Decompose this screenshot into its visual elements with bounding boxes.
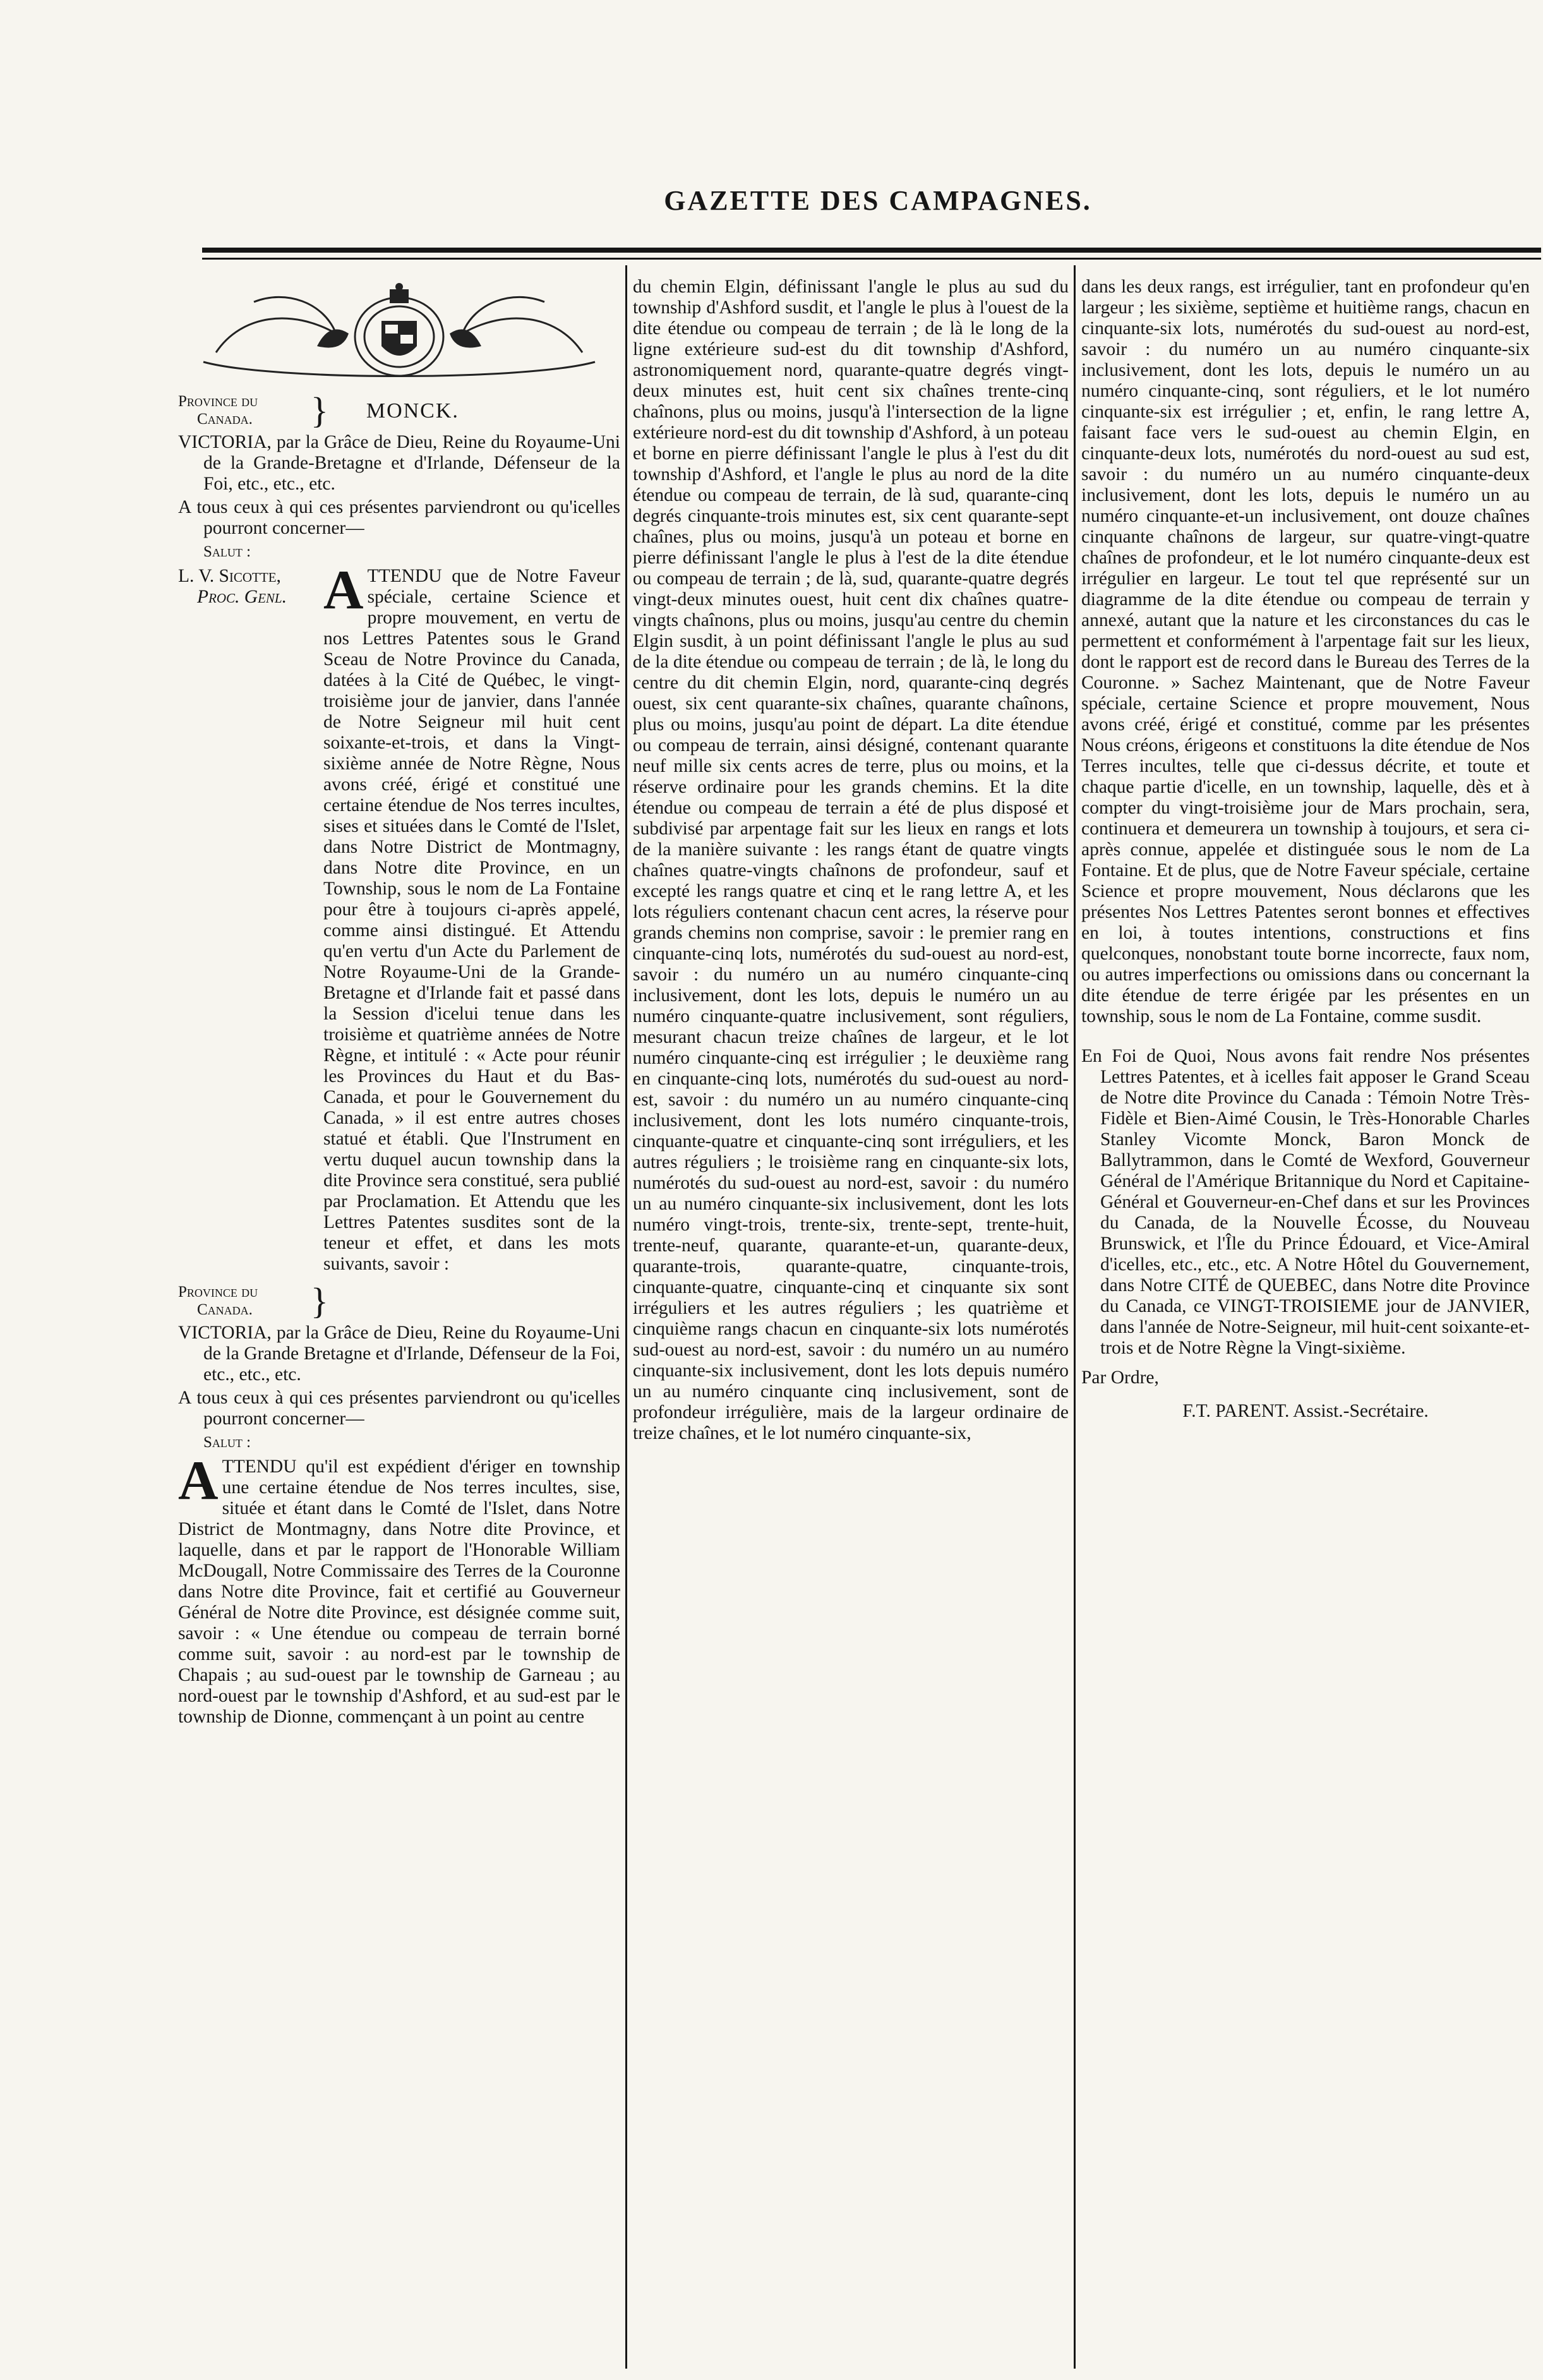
masthead-rule-thin [202, 258, 1541, 260]
drop-cap-2: A [178, 1450, 219, 1512]
column-3 [1081, 277, 1530, 2380]
secretary-signature: F.T. PARENT. Assist.-Secrétaire. [1182, 1401, 1429, 1421]
masthead-rule-thick [202, 248, 1541, 253]
attorney-name: L. V. Sicotte, [178, 566, 281, 586]
province-label-2: Province du [178, 1283, 258, 1301]
par-ordre: Par Ordre, [1081, 1367, 1159, 1388]
preamble-text: TTENDU que de Notre Faveur spéciale, certaine Science et propre mouvement, en vertu de nos Lettres Patentes sous le Grand Sceau de Notre Province du Canada, datées à la Cité de Québec, le vingt-troisième jour de janvier, dans l'année de Notre Seigneur mil huit cent soixante-et-trois, et dans la Vingt-sixième année de Notre Règne, Nous avons créé, érigé et constitué une certaine étendue de Nos terres incultes, sises et situées dans le Comté de l'Islet, dans Notre District de Montmagny, dans Notre dite Province, en un Township, sous le nom de La Fontaine pour être à toujours ci-après appelé, comme ainsi distingué. Et Attendu qu'en vertu d'un Acte du Parlement de Notre Royaume-Uni de la Grande-Bretagne et d'Irlande fait et passé dans la Session d'icelui tenue dans les troisième et quatrième années de Notre Règne, et intitulé : « Acte pour réunir les Provinces du Haut et du Bas-Canada, et pour le Gouvernement du Canada, » il est entre autres choses statué et établi. Que l'Instrument en vertu duquel aucun township dans la dite Province sera constitué, sera publié par Proclamation. Et Attendu que les Lettres Patentes susdites sont de la teneur et effet, et dans les mots suivants, savoir : [323, 566, 620, 1274]
salut-2: Salut : [203, 1434, 251, 1451]
column-2 [633, 277, 1069, 2380]
survey-continuation: dans les deux rangs, est irrégulier, tant en profondeur qu'en largeur ; les sixième, septième et huitième rangs, chacun en cinquante-six lots, numérotés du sud-ouest au nord-est, savoir : du numéro un au numéro cinquante-six inclusivement, dont les lots, depuis le numéro un au numéro cinquante-cinq, sont réguliers, et le lot numéro cinquante-six est irrégulier ; et, enfin, le rang lettre A, faisant face vers le sud-ouest au chemin Elgin, en cinquante-deux lots, numérotés du nord-ouest au sud est, savoir : du numéro un au numéro cinquante-deux inclusivement, dont les lots, depuis le numéro un au numéro cinquante-et-un inclusivement, ont douze chaînes cinquante chaînons de largeur, sur quatre-vingt-quatre chaînes de profondeur, et le lot numéro cinquante-deux est irrégulier en largeur. Le tout tel que représenté sur un diagramme de la dite étendue ou compeau de terrain y annexé, autant que la nature et les circonstances du cas le permettent et conformément à l'arpentage fait sur les lieux, dont le rapport est de record dans le Bureau des Terres de la Couronne. » Sachez Maintenant, que de Notre Faveur spéciale, certaine Science et propre mouvement, Nous avons créé, érigé et constitué, comme par les présentes Nous créons, érigeons et constituons la dite étendue de Nos Terres incultes, telle que ci-dessus décrite, et toute et chaque partie d'icelle, en un township, laquelle, dès et à compter du vingt-troisième jour de Mars prochain, sera, continuera et demeurera un township à toujours, et sera ci-après connue, appelée et distinguée sous le nom de La Fontaine. Et de plus, que de Notre Faveur spéciale, certaine Science et propre mouvement, Nous déclarons que les présentes Nos Lettres Patentes seront bonnes et effectives en loi, à toutes intentions, constructions et fins quelconques, nonobstant toute borne incorrecte, faux nom, ou autres imperfections ou omissions dans ou concernant la dite étendue de terre érigée par les présentes en un township, sous le nom de La Fontaine, comme susdit. [1081, 277, 1530, 1026]
salut: Salut : [203, 543, 251, 560]
address-line-2: A tous ceux à qui ces présentes parviendront ou qu'icelles pourront concerner— [178, 1388, 620, 1429]
canada-label-2: Canada. [197, 1301, 253, 1318]
drop-cap: A [323, 560, 364, 621]
victoria-title-2: VICTORIA, par la Grâce de Dieu, Reine du Royaume-Uni de la Grande Bretagne et d'Irlande, Défenseur de la Foi, etc., etc., etc. [178, 1323, 620, 1385]
letters-patent-text: ATTENDU qu'il est expédient d'ériger en township une certaine étendue de Nos terres incultes, sise, située et étant dans le Comté de l'Islet, dans Notre District de Montmagny, dans Notre dite Province, et laquelle, dans et par le rapport de l'Honorable William McDougall, Notre Commissaire des Terres de la Couronne dans Notre dite Province, fait et certifié au Gouverneur Général de Notre dite Province, est désignée comme suit, savoir : « Une étendue ou compeau de terrain borné comme suit, savoir : au nord-est par le township de Chapais ; au sud-ouest par le township de Garneau ; au nord-ouest par le township d'Ashford, et au sud-est par le township de Dionne, commençant à un point au centre [178, 1450, 620, 1727]
monck-signature: MONCK. [366, 399, 459, 423]
column-divider-1 [625, 265, 627, 2369]
royal-arms-icon [178, 277, 620, 384]
attorney-title: Proc. Genl. [197, 587, 287, 607]
province-header-2: Province du Canada. } [178, 1280, 328, 1321]
attorney-general-block [178, 560, 620, 1275]
closing-testimony: En Foi de Quoi, Nous avons fait rendre Nos présentes Lettres Patentes, et à icelles fait apposer le Grand Sceau de Notre dite Province du Canada : Témoin Notre Très-Fidèle et Bien-Aimé Cousin, le Très-Honorable Charles Stanley Vicomte Monck, Baron Monck de Ballytrammon, dans le Comté de Wexford, Gouverneur Général de l'Amérique Britannique du Nord et Capitaine-Général et Gouverneur-en-Chef dans et sur les Provinces du Canada, de la Nouvelle Écosse, du Nouveau Brunswick, et l'Île du Prince Édouard, et Vice-Amiral d'icelles, etc., etc., etc. A Notre Hôtel du Gouvernement, dans Notre CITÉ de QUEBEC, dans Notre dite Province du Canada, ce VINGT-TROISIEME jour de JANVIER, dans l'année de Notre-Seigneur, mil huit-cent soixante-et-trois et de Notre Règne la Vingt-sixième. [1081, 1046, 1530, 1358]
province-header: Province du Canada. } MONCK. [178, 390, 459, 431]
province-label: Province du [178, 393, 258, 410]
address-line: A tous ceux à qui ces présentes parviendront ou qu'icelles pourront concerner— [178, 497, 620, 538]
canada-label: Canada. [197, 411, 253, 428]
victoria-title: VICTORIA, par la Grâce de Dieu, Reine du Royaume-Uni de la Grande-Bretagne et d'Irlande, Défenseur de la Foi, etc., etc., etc. [178, 432, 620, 494]
column-divider-2 [1074, 265, 1076, 2369]
boundary-description: du chemin Elgin, définissant l'angle le plus au sud du township d'Ashford susdit, et l'angle le plus à l'ouest de la dite étendue ou compeau de terrain ; de là le long de la ligne extérieure sud-est du dit township d'Ashford, astronomiquement nord, quarante-quatre degrés vingt-deux minutes est, huit cent six chaînes trente-cinq chaînons, plus ou moins, jusqu'à l'intersection de la ligne extérieure nord-est du dit township d'Ashford, à un poteau et borne en pierre définissant l'angle le plus à l'est du dit township d'Ashford, et l'angle le plus au nord de la dite étendue ou compeau de terrain, de là sud, quarante-cinq degrés cinquante-trois minutes est, six cent quarante-sept chaînes, plus ou moins, jusqu'à un poteau et borne en pierre définissant l'angle le plus à l'est de la dite étendue ou compeau de terrain ; de là, sud, quarante-quatre degrés vingt-deux minutes ouest, huit cent dix chaînes quatre-vingts chaînons, plus ou moins, jusqu'au centre du chemin Elgin susdit, à un point définissant l'angle le plus au sud de la dite étendue ou compeau de terrain ; de là, le long du centre du dit chemin Elgin, nord, quarante-cinq degrés ouest, six cent quarante-six chaînes, quarante chaînons, plus ou moins, jusqu'au point de départ. La dite étendue ou compeau de terrain, ainsi désigné, contenant quarante neuf mille six cents acres de terre, plus ou moins, et la réserve ordinaire pour les grands chemins. Et la dite étendue ou compeau de terrain a été de plus disposé et subdivisé par arpentage fait sur les lieux en rangs et lots de la manière suivante : les rangs étant de quatre vingts chaînes quatre-vingts chaînons de profondeur, sauf et excepté les rangs quatre et cinq et le rang lettre A, et les lots réguliers contenant chacun cent acres, la réserve pour grands chemins non comprise, savoir : le premier rang en cinquante-cinq lots, numérotés du sud-ouest au nord-est, savoir : du numéro un au numéro cinquante-cinq inclusivement, dont les lots, depuis le numéro un au numéro cinquante-quatre inclusivement, sont réguliers, mesurant chacun treize chaînes de largeur, et le lot numéro cinquante-cinq est irrégulier ; le deuxième rang en cinquante-cinq lots, numérotés du sud-ouest au nord-est, savoir : du numéro un au numéro cinquante-cinq inclusivement, dont les lots numéro cinquante-trois, cinquante-quatre et cinquante-cinq sont irréguliers, et les autres réguliers ; le troisième rang en cinquante-six lots, numérotés du sud-ouest au nord-est, savoir : du numéro un au numéro cinquante-six inclusivement, dont les lots numéro vingt-trois, trente-six, trente-sept, trente-huit, trente-neuf, quarante, quarante-et-un, quarante-deux, quarante-trois, quarante-quatre, cinquante-trois, cinquante-quatre, cinquante-cinq et cinquante six sont irréguliers et les autres réguliers ; les quatrième et cinquième rangs chacun en cinquante-six lots numérotés sud-ouest au nord-est, savoir : du numéro un au numéro cinquante-six inclusivement, dont les lots depuis numéro un au numéro cinquante cinq inclusivement, sont de profondeur irrégulière, mais de la largeur ordinaire de treize chaînes, et le lot numéro cinquante-six, [633, 277, 1069, 1443]
column-1 [178, 277, 620, 2380]
masthead: GAZETTE DES CAMPAGNES. [664, 185, 1092, 216]
